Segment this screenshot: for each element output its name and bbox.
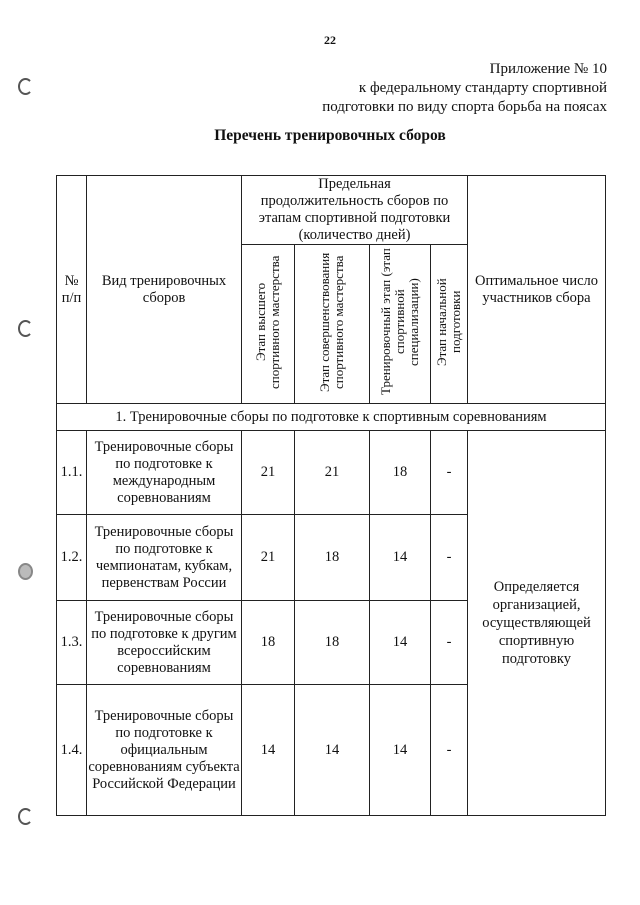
training-camps-table bbox=[56, 175, 606, 816]
header-stage-initial bbox=[431, 245, 468, 404]
row-kind: Тренировочные сборы по подготовке к чемпионатам, кубкам, первенствам России bbox=[87, 515, 242, 601]
row-stage-highest: 21 bbox=[242, 515, 295, 601]
header-stage-initial-label: Этап начальной подготовки bbox=[434, 277, 463, 366]
header-participants: Оптимальное число участников сбора bbox=[468, 176, 606, 404]
appendix-line-1: Приложение № 10 bbox=[489, 61, 607, 77]
header-stage-highest bbox=[242, 245, 295, 404]
row-stage-improvement: 21 bbox=[295, 431, 370, 515]
page-number: 22 bbox=[324, 33, 336, 47]
row-stage-highest: 14 bbox=[242, 685, 295, 816]
row-number: 1.3. bbox=[57, 601, 87, 685]
document-title: Перечень тренировочных сборов bbox=[214, 127, 446, 144]
row-kind: Тренировочные сборы по подготовке к международным соревнованиям bbox=[87, 431, 242, 515]
header-stage-training bbox=[370, 245, 431, 404]
row-stage-improvement: 18 bbox=[295, 515, 370, 601]
header-stage-improvement-label: Этап совершенствования спортивного мастерства bbox=[317, 251, 346, 392]
appendix-header bbox=[322, 60, 607, 117]
row-stage-initial: - bbox=[431, 685, 468, 816]
appendix-line-2: к федеральному стандарту спортивной bbox=[358, 80, 607, 96]
table-row bbox=[57, 431, 606, 515]
header-kind: Вид тренировочных сборов bbox=[87, 176, 242, 404]
row-kind: Тренировочные сборы по подготовке к официальным соревнованиям субъекта Российской Федерации bbox=[87, 685, 242, 816]
header-stage-improvement bbox=[295, 245, 370, 404]
header-stage-highest-label: Этап высшего спортивного мастерства bbox=[253, 254, 282, 389]
binding-hole-mark bbox=[18, 808, 33, 825]
section-row bbox=[57, 404, 606, 431]
row-stage-initial: - bbox=[431, 601, 468, 685]
header-duration-group: Предельная продолжительность сборов по этапам спортивной подготовки (количество дней) bbox=[242, 176, 468, 245]
row-number: 1.2. bbox=[57, 515, 87, 601]
row-stage-initial: - bbox=[431, 515, 468, 601]
binding-hole-mark bbox=[18, 320, 33, 337]
header-number: № п/п bbox=[57, 176, 87, 404]
section-title: 1. Тренировочные сборы по подготовке к спортивным соревнованиям bbox=[57, 404, 606, 431]
binding-hole-mark bbox=[18, 78, 33, 95]
row-stage-improvement: 14 bbox=[295, 685, 370, 816]
participants-note: Определяется организацией, осуществляющей спортивную подготовку bbox=[468, 431, 606, 816]
row-stage-highest: 18 bbox=[242, 601, 295, 685]
binding-hole-mark bbox=[18, 563, 33, 580]
row-stage-initial: - bbox=[431, 431, 468, 515]
header-stage-training-label: Тренировочный этап (этап спортивной специализации) bbox=[378, 248, 421, 395]
row-kind: Тренировочные сборы по подготовке к другим всероссийским соревнованиям bbox=[87, 601, 242, 685]
appendix-line-3: подготовки по виду спорта борьба на поясах bbox=[322, 99, 607, 115]
row-number: 1.1. bbox=[57, 431, 87, 515]
row-stage-training: 14 bbox=[370, 515, 431, 601]
row-stage-highest: 21 bbox=[242, 431, 295, 515]
row-stage-training: 14 bbox=[370, 685, 431, 816]
row-stage-training: 14 bbox=[370, 601, 431, 685]
row-stage-improvement: 18 bbox=[295, 601, 370, 685]
row-stage-training: 18 bbox=[370, 431, 431, 515]
header-row bbox=[57, 176, 606, 245]
row-number: 1.4. bbox=[57, 685, 87, 816]
